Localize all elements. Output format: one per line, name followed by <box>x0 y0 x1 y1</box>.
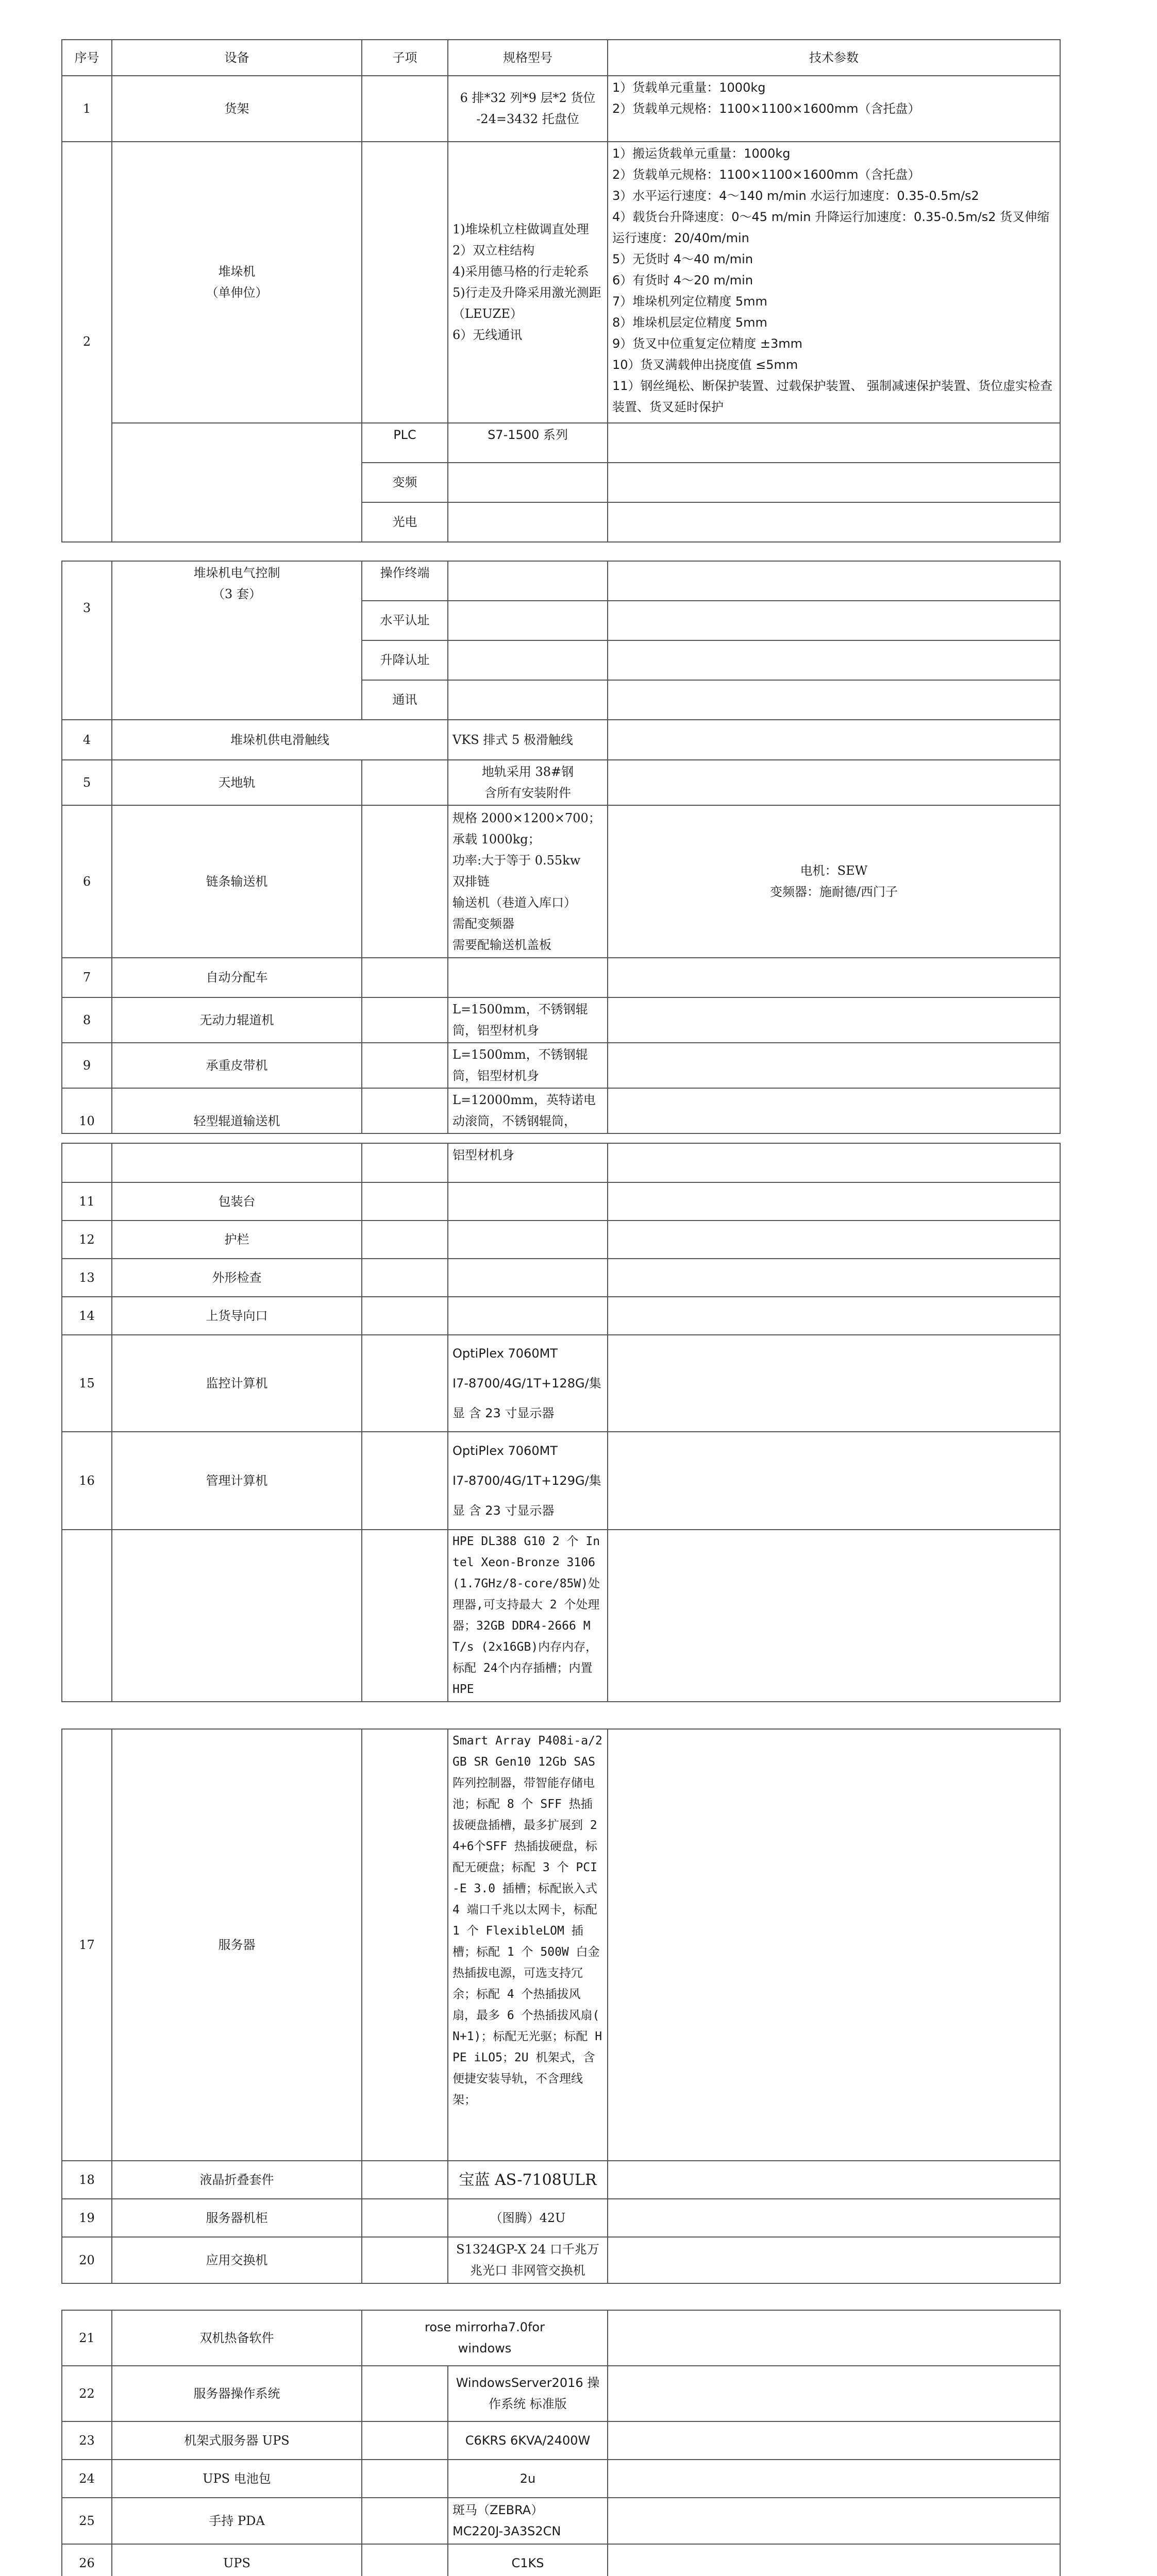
row-tech <box>608 1335 1060 1432</box>
table-row <box>62 997 1060 1043</box>
row-model <box>448 502 608 542</box>
header-no: 序号 <box>62 40 112 76</box>
table-row <box>62 2498 1060 2544</box>
row-no <box>62 1530 112 1702</box>
row-tech <box>608 1088 1060 1133</box>
row-no: 14 <box>62 1297 112 1335</box>
row-no: 17 <box>62 1729 112 2161</box>
row-tech <box>608 601 1060 640</box>
row-model: L=1500mm，不锈钢辊筒，铝型材机身 <box>448 1043 608 1088</box>
row-tech <box>608 720 1060 760</box>
row-model <box>448 958 608 997</box>
row-tech <box>608 760 1060 805</box>
spec-table-part-3 <box>61 1143 1061 1702</box>
row-model: L=1500mm，不锈钢辊筒，铝型材机身 <box>448 997 608 1043</box>
table-row <box>62 805 1060 958</box>
row-tech: 1）搬运货载单元重量：1000kg 2）货载单元规格：1100×1100×1600mm（含托盘） 3）水平运行速度：4～140 m/min 水运行加速度：0.35-0.5m/s2 4）载货台升降速度：0～45 m/min 升降运行加速度：0.35-0.5m/s2 货叉伸缩运行速度：20/40m/min 5）无货时 4～40 m/min 6）有货时 4～20 m/min 7）堆垛机列定位精度 5mm 8）堆垛机层定位精度 5mm 9）货叉中位重复定位精度 ±3mm 10）货叉满载伸出挠度值 ≤5mm 11）钢丝绳松、断保护装置、过载保护装置、 强制减速保护装置、货位虚实检查装置、货叉延时保护 <box>608 142 1060 423</box>
row-no: 13 <box>62 1259 112 1297</box>
row-device: UPS 电池包 <box>112 2460 362 2498</box>
row-no: 2 <box>62 142 112 542</box>
table-row <box>62 1182 1060 1221</box>
row-model <box>448 680 608 720</box>
row-model <box>448 463 608 502</box>
table-row <box>62 2460 1060 2498</box>
row-sub: 操作终端 <box>362 561 448 601</box>
row-device: 液晶折叠套件 <box>112 2161 362 2199</box>
header-row <box>62 40 1060 76</box>
table-row <box>62 720 1060 760</box>
table-row <box>62 760 1060 805</box>
row-model: C1KS <box>448 2544 608 2576</box>
row-no: 25 <box>62 2498 112 2544</box>
row-device: 天地轨 <box>112 760 362 805</box>
row-sub <box>362 2544 448 2576</box>
row-model: 1)堆垛机立柱做调直处理 2）双立柱结构 4)采用德马格的行走轮系 5)行走及升降采用激光测距（LEUZE） 6）无线通讯 <box>448 142 608 423</box>
spec-table-part-5 <box>61 2310 1061 2576</box>
table-row <box>62 76 1060 142</box>
row-device: 承重皮带机 <box>112 1043 362 1088</box>
row-sub <box>362 805 448 958</box>
row-model: 规格 2000×1200×700； 承载 1000kg； 功率:大于等于 0.55kw 双排链 输送机（巷道入库口） 需配变频器 需要配输送机盖板 <box>448 805 608 958</box>
row-model: S7-1500 系列 <box>448 423 608 463</box>
table-row <box>62 2199 1060 2237</box>
row-tech <box>608 958 1060 997</box>
row-no: 26 <box>62 2544 112 2576</box>
row-model: 6 排*32 列*9 层*2 货位 -24=3432 托盘位 <box>448 76 608 142</box>
row-tech <box>608 1297 1060 1335</box>
row-tech <box>608 1259 1060 1297</box>
row-model <box>448 1259 608 1297</box>
row-device-blank <box>112 423 362 542</box>
row-sub: 水平认址 <box>362 601 448 640</box>
row-model: L=12000mm，英特诺电动滚筒，不锈钢辊筒， <box>448 1088 608 1133</box>
row-tech <box>608 502 1060 542</box>
row-device: 服务器 <box>112 1729 362 2161</box>
row-device: 管理计算机 <box>112 1432 362 1530</box>
row-no: 12 <box>62 1221 112 1259</box>
row-sub <box>362 1297 448 1335</box>
row-device <box>112 1143 362 1182</box>
row-no: 18 <box>62 2161 112 2199</box>
row-tech <box>608 2310 1060 2366</box>
row-model: C6KRS 6KVA/2400W <box>448 2421 608 2460</box>
row-model: rose mirrorha7.0for windows <box>362 2310 608 2366</box>
row-sub <box>362 2460 448 2498</box>
row-sub: 光电 <box>362 502 448 542</box>
row-model: HPE DL388 G10 2 个 Intel Xeon-Bronze 3106(1.7GHz/8-core/85W)处理器,可支持最大 2 个处理器；32GB DDR4-2666 MT/s (2x16GB)内存内存，标配 24个内存插槽；内置 HPE <box>448 1530 608 1702</box>
row-tech <box>608 463 1060 502</box>
row-device: 服务器操作系统 <box>112 2366 362 2421</box>
row-sub <box>362 1530 448 1702</box>
table-row <box>62 1432 1060 1530</box>
row-sub <box>362 997 448 1043</box>
row-model: OptiPlex 7060MT I7-8700/4G/1T+129G/集显 含 23 寸显示器 <box>448 1432 608 1530</box>
row-no: 5 <box>62 760 112 805</box>
row-device: 应用交换机 <box>112 2237 362 2283</box>
table-row <box>62 1729 1060 2161</box>
row-tech <box>608 1729 1060 2161</box>
row-device: UPS <box>112 2544 362 2576</box>
row-model: S1324GP-X 24 口千兆万兆光口 非网管交换机 <box>448 2237 608 2283</box>
row-no <box>62 1143 112 1182</box>
row-model <box>448 1182 608 1221</box>
row-tech: 电机：SEW 变频器：施耐德/西门子 <box>608 805 1060 958</box>
spec-table-part-1 <box>61 39 1061 543</box>
row-no: 24 <box>62 2460 112 2498</box>
row-device: 轻型辊道输送机 <box>112 1088 362 1133</box>
row-no: 7 <box>62 958 112 997</box>
row-device: 监控计算机 <box>112 1335 362 1432</box>
row-tech <box>608 2366 1060 2421</box>
row-model: WindowsServer2016 操作系统 标准版 <box>448 2366 608 2421</box>
row-device: 链条输送机 <box>112 805 362 958</box>
row-sub <box>362 1432 448 1530</box>
row-sub: 通讯 <box>362 680 448 720</box>
row-no: 15 <box>62 1335 112 1432</box>
table-row <box>62 1335 1060 1432</box>
row-sub <box>362 760 448 805</box>
row-no: 8 <box>62 997 112 1043</box>
row-no: 22 <box>62 2366 112 2421</box>
spec-table-part-4 <box>61 1728 1061 2284</box>
row-sub <box>362 2498 448 2544</box>
row-model: OptiPlex 7060MT I7-8700/4G/1T+128G/集显 含 23 寸显示器 <box>448 1335 608 1432</box>
row-device: 服务器机柜 <box>112 2199 362 2237</box>
row-tech <box>608 1432 1060 1530</box>
row-model: 2u <box>448 2460 608 2498</box>
row-tech <box>608 1043 1060 1088</box>
row-tech <box>608 1182 1060 1221</box>
row-no: 20 <box>62 2237 112 2283</box>
row-device: 上货导向口 <box>112 1297 362 1335</box>
row-device: 货架 <box>112 76 362 142</box>
row-no: 4 <box>62 720 112 760</box>
row-device: 护栏 <box>112 1221 362 1259</box>
row-no: 1 <box>62 76 112 142</box>
table-row <box>62 1297 1060 1335</box>
row-tech <box>608 1143 1060 1182</box>
row-device: 包装台 <box>112 1182 362 1221</box>
row-sub <box>362 1221 448 1259</box>
row-tech <box>608 640 1060 680</box>
row-sub <box>362 2199 448 2237</box>
row-model <box>448 640 608 680</box>
row-tech <box>608 2161 1060 2199</box>
table-row <box>62 142 1060 423</box>
row-sub <box>362 142 448 423</box>
table-row <box>62 1143 1060 1182</box>
table-row <box>62 1221 1060 1259</box>
row-tech <box>608 561 1060 601</box>
table-row <box>62 1088 1060 1133</box>
table-row <box>62 2366 1060 2421</box>
row-model: 地轨采用 38#钢 含所有安装附件 <box>448 760 608 805</box>
row-sub <box>362 2161 448 2199</box>
row-tech <box>608 423 1060 463</box>
row-sub <box>362 76 448 142</box>
row-tech <box>608 1221 1060 1259</box>
row-device: 堆垛机电气控制 （3 套） <box>112 561 362 720</box>
row-device <box>112 1530 362 1702</box>
row-model: 铝型材机身 <box>448 1143 608 1182</box>
row-model: Smart Array P408i-a/2GB SR Gen10 12Gb SAS 阵列控制器，带智能存储电池；标配 8 个 SFF 热插拔硬盘插槽，最多扩展到 24+6个SFF 热插拔硬盘，标配无硬盘；标配 3 个 PCI-E 3.0 插槽；标配嵌入式 4 端口千兆以太网卡，标配 1 个 FlexibleLOM 插槽；标配 1 个 500W 白金热插拔电源，可选支持冗余；标配 4 个热插拔风扇，最多 6 个热插拔风扇( N+1)；标配无光驱；标配 HPE iLO5；2U 机架式，含便捷安装导轨，不含理线架； <box>448 1729 608 2161</box>
row-device: 堆垛机供电滑触线 <box>112 720 448 760</box>
table-row <box>62 2161 1060 2199</box>
row-device: 机架式服务器 UPS <box>112 2421 362 2460</box>
row-device: 双机热备软件 <box>112 2310 362 2366</box>
row-tech <box>608 2544 1060 2576</box>
table-row <box>62 958 1060 997</box>
row-tech: 1）货载单元重量：1000kg 2）货载单元规格：1100×1100×1600mm（含托盘） <box>608 76 1060 142</box>
row-no: 6 <box>62 805 112 958</box>
row-sub: PLC <box>362 423 448 463</box>
header-sub: 子项 <box>362 40 448 76</box>
row-tech <box>608 2199 1060 2237</box>
row-sub <box>362 1182 448 1221</box>
table-row <box>62 561 1060 601</box>
row-tech <box>608 680 1060 720</box>
row-no: 9 <box>62 1043 112 1088</box>
header-device: 设备 <box>112 40 362 76</box>
row-model <box>448 561 608 601</box>
row-tech <box>608 1530 1060 1702</box>
row-model: （图腾）42U <box>448 2199 608 2237</box>
table-row <box>62 1530 1060 1702</box>
row-model: 斑马（ZEBRA） MC220J-3A3S2CN <box>448 2498 608 2544</box>
row-sub <box>362 1143 448 1182</box>
header-tech: 技术参数 <box>608 40 1060 76</box>
table-row <box>62 1043 1060 1088</box>
row-sub <box>362 2366 448 2421</box>
row-sub <box>362 1043 448 1088</box>
row-sub <box>362 2237 448 2283</box>
row-device: 堆垛机 （单伸位） <box>112 142 362 423</box>
row-sub <box>362 1259 448 1297</box>
row-sub <box>362 2421 448 2460</box>
row-sub <box>362 1335 448 1432</box>
row-no: 23 <box>62 2421 112 2460</box>
row-device: 自动分配车 <box>112 958 362 997</box>
row-tech <box>608 2237 1060 2283</box>
table-row <box>62 2310 1060 2366</box>
header-model: 规格型号 <box>448 40 608 76</box>
row-model: 宝蓝 AS-7108ULR <box>448 2161 608 2199</box>
row-model: VKS 排式 5 极滑触线 <box>448 720 608 760</box>
row-model <box>448 601 608 640</box>
row-tech <box>608 2421 1060 2460</box>
row-no: 16 <box>62 1432 112 1530</box>
row-sub <box>362 1729 448 2161</box>
row-no: 21 <box>62 2310 112 2366</box>
row-sub: 变频 <box>362 463 448 502</box>
row-device: 手持 PDA <box>112 2498 362 2544</box>
row-model <box>448 1297 608 1335</box>
row-sub <box>362 958 448 997</box>
row-tech <box>608 2460 1060 2498</box>
spec-table-part-2 <box>61 561 1061 1134</box>
row-no: 3 <box>62 561 112 720</box>
table-row <box>62 423 1060 463</box>
row-tech <box>608 997 1060 1043</box>
row-tech <box>608 2498 1060 2544</box>
row-sub <box>362 1088 448 1133</box>
table-row <box>62 2421 1060 2460</box>
row-no: 19 <box>62 2199 112 2237</box>
row-no: 10 <box>62 1088 112 1133</box>
row-no: 11 <box>62 1182 112 1221</box>
table-row <box>62 2544 1060 2576</box>
row-sub: 升降认址 <box>362 640 448 680</box>
row-device: 外形检查 <box>112 1259 362 1297</box>
row-device: 无动力辊道机 <box>112 997 362 1043</box>
table-row <box>62 2237 1060 2283</box>
row-model <box>448 1221 608 1259</box>
table-row <box>62 1259 1060 1297</box>
